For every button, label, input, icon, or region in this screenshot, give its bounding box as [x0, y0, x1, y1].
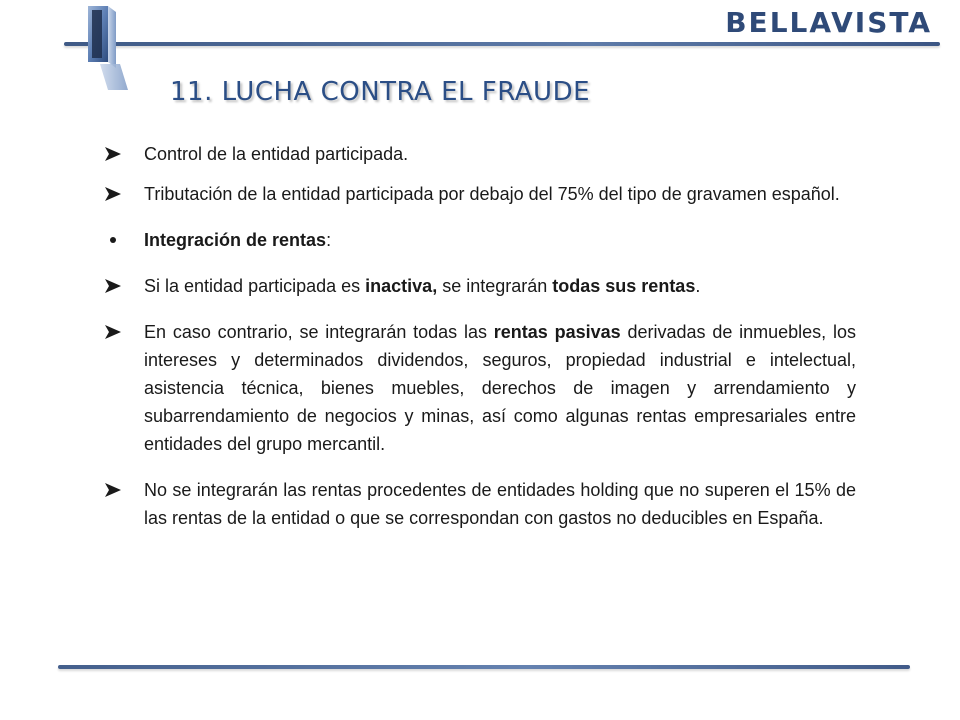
list-item-text: :: [326, 230, 332, 250]
list-item-bold: Integración de rentas: [144, 230, 327, 250]
list-item: [104, 318, 856, 458]
arrow-bullet-icon: [104, 146, 122, 162]
logo-glyph-icon: [86, 2, 138, 94]
arrow-bullet-icon: [104, 482, 122, 498]
arrow-bullet-icon: [104, 324, 122, 340]
list-item: [104, 272, 856, 300]
list-item-text: Control de la entidad participada.: [144, 144, 409, 164]
brand-logo-text: BELLAVISTA: [725, 6, 932, 39]
list-item-bold: todas sus rentas: [552, 276, 696, 296]
list-item-heading: [104, 226, 856, 254]
list-item-bold: rentas pasivas: [493, 322, 621, 342]
list-item-text: se integrarán: [437, 276, 553, 296]
list-item-text: En caso contrario, se integrarán todas las: [144, 322, 494, 342]
page-title: 11. LUCHA CONTRA EL FRAUDE: [170, 77, 591, 107]
list-item: [104, 476, 856, 532]
list-item-text: derivadas de inmuebles, los intereses y determinados dividendos, seguros, propiedad industrial e intelectual, asistencia técnica, bienes muebles, derechos de imagen y arrendamiento y subarrendamiento de negocios y minas, así como algunas rentas empresariales entre entidades del grupo mercantil.: [144, 322, 856, 454]
list-item-bold: inactiva,: [365, 276, 438, 296]
list-item-text: Tributación de la entidad participada por debajo del 75% del tipo de gravamen español.: [144, 184, 840, 204]
list-item: [104, 140, 856, 168]
content-body: [104, 140, 856, 532]
list-item-text: Si la entidad participada es: [144, 276, 366, 296]
list-item-text: .: [695, 276, 701, 296]
header-rule: [64, 42, 940, 46]
footer-rule: [58, 665, 910, 669]
list-item-text: No se integrarán las rentas procedentes de entidades holding que no superen el 15% de las rentas de la entidad o que se correspondan con gastos no deducibles en España.: [144, 480, 856, 528]
round-bullet-icon: [110, 237, 116, 243]
list-item: [104, 180, 856, 208]
arrow-bullet-icon: [104, 186, 122, 202]
arrow-bullet-icon: [104, 278, 122, 294]
